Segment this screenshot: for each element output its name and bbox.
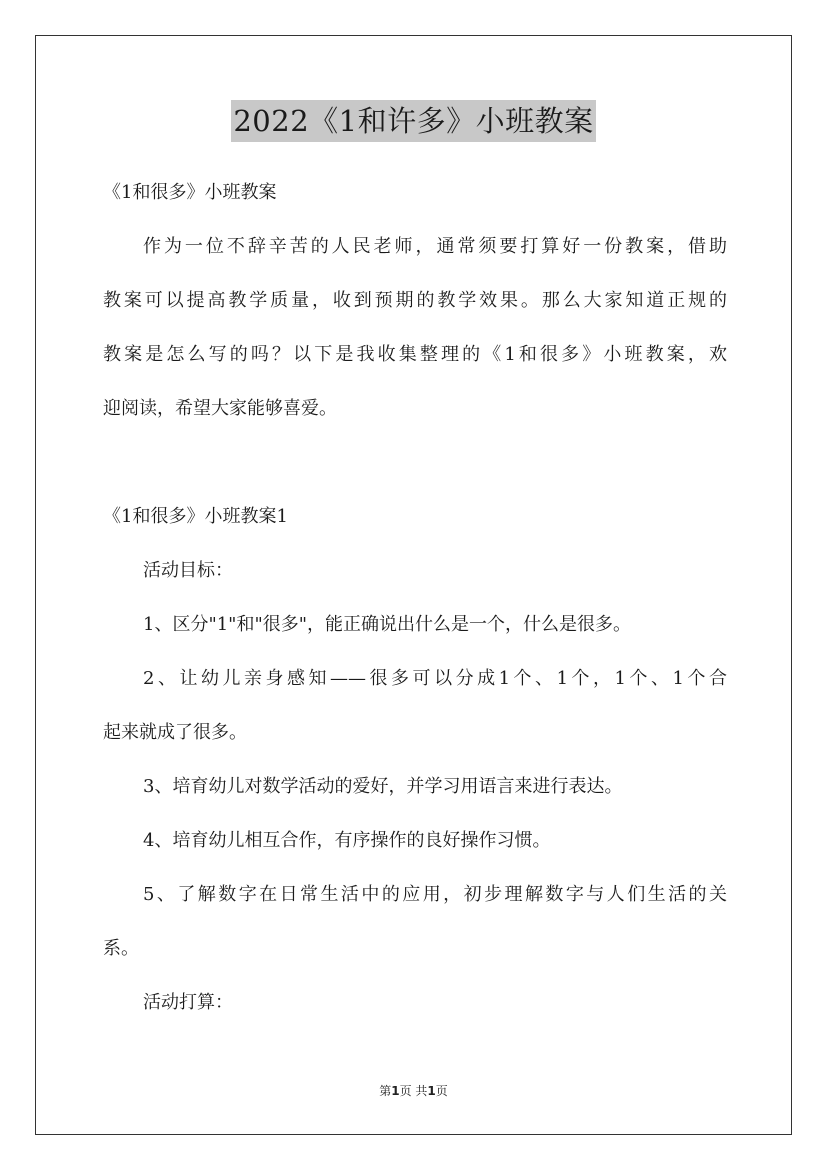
- footer-page-suffix: 页: [435, 1084, 448, 1098]
- footer-page-prefix: 第: [379, 1084, 392, 1098]
- goal-line-7: 系。: [103, 938, 139, 959]
- footer-page-total: 1: [427, 1084, 436, 1098]
- goal-line-1: 1、区分"1"和"很多"，能正确说出什么是一个，什么是很多。: [143, 614, 632, 635]
- paragraph-gap: [103, 444, 727, 498]
- goals-label: 活动目标：: [143, 560, 233, 581]
- goal-line-3: 起来就成了很多。: [103, 722, 247, 743]
- document-body: [103, 174, 727, 1038]
- footer-page-mid: 页 共: [399, 1084, 428, 1098]
- page-footer: [0, 1082, 827, 1099]
- intro-line-4: 迎阅读，希望大家能够喜爱。: [103, 398, 337, 419]
- intro-line-2: 教案可以提高教学质量，收到预期的教学效果。那么大家知道正规的: [103, 290, 727, 311]
- section-heading: 《1和很多》小班教案1: [103, 506, 288, 527]
- plan-label: 活动打算：: [143, 992, 233, 1013]
- subheading: 《1和很多》小班教案: [103, 182, 277, 203]
- goal-line-4: 3、培育幼儿对数学活动的爱好，并学习用语言来进行表达。: [143, 776, 623, 797]
- goal-line-5: 4、培育幼儿相互合作，有序操作的良好操作习惯。: [143, 830, 551, 851]
- footer-page-current: 1: [391, 1084, 400, 1098]
- goal-line-2: 2、让幼儿亲身感知——很多可以分成1个、1个，1个、1个合: [143, 668, 727, 689]
- page-title: 2022《1和许多》小班教案: [231, 100, 595, 142]
- title-wrap: [0, 100, 827, 142]
- goal-line-6: 5、了解数字在日常生活中的应用，初步理解数字与人们生活的关: [143, 884, 727, 905]
- intro-line-1: 作为一位不辞辛苦的人民老师，通常须要打算好一份教案，借助: [143, 236, 727, 257]
- intro-line-3: 教案是怎么写的吗？以下是我收集整理的《1和很多》小班教案，欢: [103, 344, 727, 365]
